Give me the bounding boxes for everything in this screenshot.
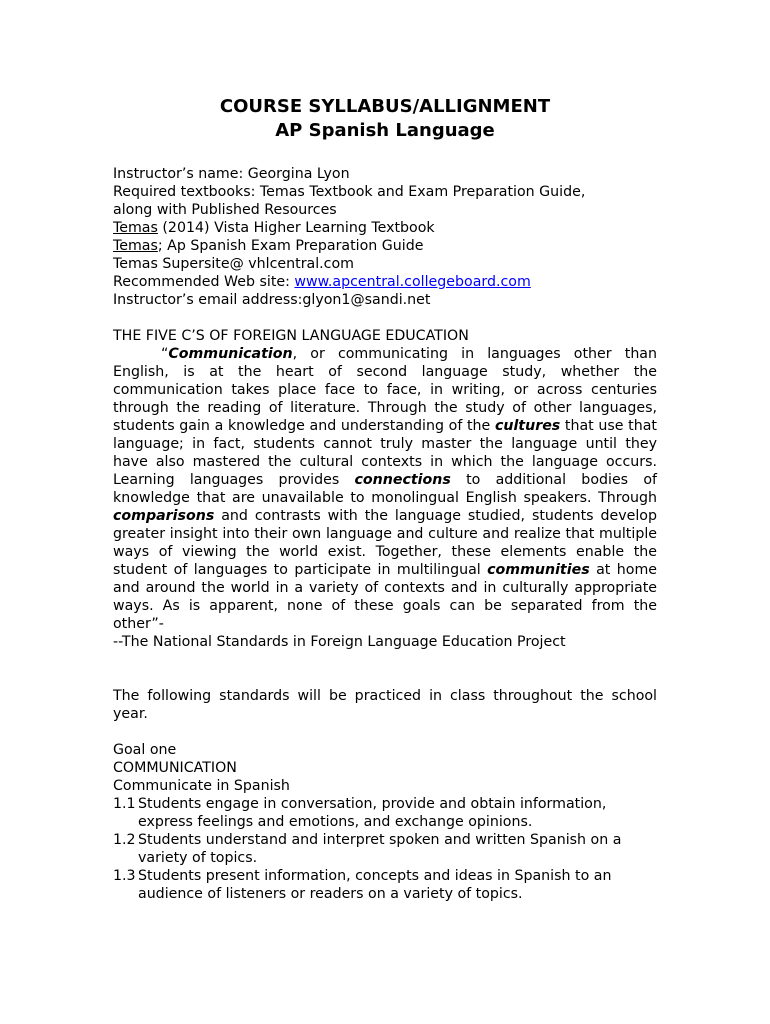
document-title: COURSE SYLLABUS/ALLIGNMENT	[219, 96, 551, 117]
term-connections: connections	[354, 472, 451, 488]
standard-number: 1.2	[113, 832, 136, 848]
goal-name: COMMUNICATION	[113, 760, 237, 776]
quote-part-5: at home and around the world in a variety of contexts and in culturally appropriate ways. As is apparent, none of these goals can be separated from the other”-	[113, 562, 657, 632]
standard-number: 1.3	[113, 868, 136, 884]
temas-textbook	[113, 219, 657, 237]
apcentral-link[interactable]: www.apcentral.collegeboard.com	[294, 274, 531, 290]
standard-item	[113, 831, 657, 867]
textbooks-line-1: Required textbooks: Temas Textbook and Exam Preparation Guide,	[113, 184, 586, 200]
goal-subtitle: Communicate in Spanish	[113, 778, 290, 794]
website-label: Recommended Web site:	[113, 274, 295, 290]
standard-text: Students understand and interpret spoken and written Spanish on a variety of topics.	[138, 832, 622, 866]
five-cs-quote	[113, 345, 657, 633]
temas-title: Temas	[113, 238, 158, 254]
temas-textbook-detail: (2014) Vista Higher Learning Textbook	[157, 220, 435, 236]
temas-exam-guide-detail: ; Ap Spanish Exam Preparation Guide	[157, 238, 424, 254]
instructor-email: Instructor’s email address:glyon1@sandi.net	[113, 292, 431, 308]
term-communities: communities	[487, 562, 590, 578]
document-subtitle: AP Spanish Language	[275, 120, 495, 141]
standard-text: Students engage in conversation, provide and obtain information, express feelings and emotions, and exchange opinions.	[138, 796, 607, 830]
temas-exam-guide	[113, 237, 657, 255]
standard-item	[113, 867, 657, 903]
goal-label: Goal one	[113, 742, 177, 758]
recommended-website	[113, 273, 657, 291]
instructor-name: Instructor’s name: Georgina Lyon	[113, 166, 350, 182]
quote-part-4: and contrasts with the language studied, students develop greater insight into their own language and culture and realize that multiple ways of viewing the world exist. Together, these elements enable the student of languages to participate in multilingual	[113, 508, 657, 578]
temas-title: Temas	[113, 220, 158, 236]
title-block	[0, 95, 770, 143]
temas-supersite: Temas Supersite@ vhlcentral.com	[113, 256, 354, 272]
textbooks-line-2: along with Published Resources	[113, 202, 337, 218]
quote-attribution: --The National Standards in Foreign Language Education Project	[113, 634, 566, 650]
standard-item	[113, 795, 657, 831]
quote-open: “	[161, 346, 169, 362]
quote-part-2: that use that language; in fact, students cannot truly master the language until they have also mastered the cultural contexts in which the language occurs. Learning languages provides	[113, 418, 657, 488]
standard-number: 1.1	[113, 796, 136, 812]
term-communication: Communication	[168, 346, 293, 362]
standards-intro: The following standards will be practiced in class throughout the school year.	[113, 688, 657, 722]
quote-part-1: , or communicating in languages other than English, is at the heart of second language study, whether the communication takes place face to face, in writing, or across centuries through the reading of literature. Through the study of other languages, students gain a knowledge and understanding of the	[113, 346, 657, 434]
quote-part-3: to additional bodies of knowledge that are unavailable to monolingual English speakers. Through	[113, 472, 657, 506]
five-cs-heading: THE FIVE C’S OF FOREIGN LANGUAGE EDUCATION	[113, 328, 469, 344]
term-cultures: cultures	[494, 418, 561, 434]
standards-list	[113, 795, 657, 903]
document-body	[113, 165, 657, 903]
standard-text: Students present information, concepts and ideas in Spanish to an audience of listeners or readers on a variety of topics.	[138, 868, 612, 902]
term-comparisons: comparisons	[113, 508, 215, 524]
